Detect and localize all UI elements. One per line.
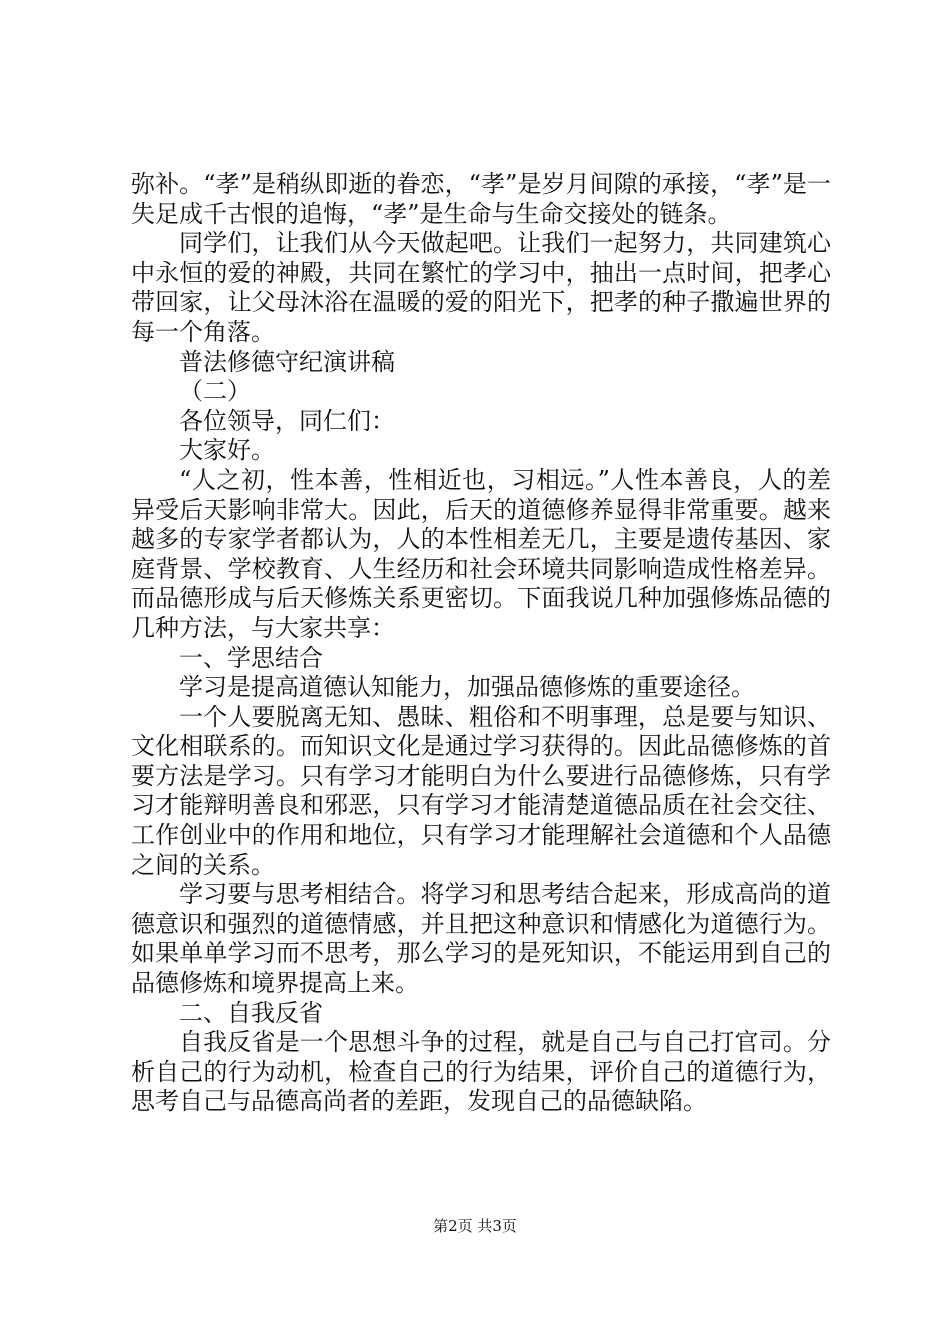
paragraph-12: 自我反省是一个思想斗争的过程，就是自己与自己打官司。分析自己的行为动机，检查自己的行为结果，评价自己的道德行为，思考自己与品德高尚者的差距，发现自己的品德缺陷。 xyxy=(131,1028,831,1116)
page-footer xyxy=(0,1216,950,1236)
page-number-label: 第2页 共3页 xyxy=(433,1217,517,1235)
paragraph-1: 同学们，让我们从今天做起吧。让我们一起努力，共同建筑心中永恒的爱的神殿，共同在繁忙的学习中，抽出一点时间，把孝心带回家，让父母沐浴在温暖的爱的阳光下，把孝的种子撒遍世界的每一个角落。 xyxy=(131,229,831,346)
paragraph-10: 学习要与思考相结合。将学习和思考结合起来，形成高尚的道德意识和强烈的道德情感，并且把这种意识和情感化为道德行为。如果单单学习而不思考，那么学习的是死知识，不能运用到自己的品德修炼和境界提高上来。 xyxy=(131,880,831,998)
heading-2: 二、自我反省 xyxy=(179,998,323,1027)
paragraph-6: “人之初，性本善，性相近也，习相远。”人性本善良，人的差异受后天影响非常大。因此，后天的道德修养显得非常重要。越来越多的专家学者都认为，人的本性相差无几，主要是遗传基因、家庭背景、学校教育、人生经历和社会环境共同影响造成性格差异。而品德形成与后天修炼关系更密切。下面我说几种加强修炼品德的几种方法，与大家共享： xyxy=(131,465,831,642)
greeting: 大家好。 xyxy=(179,436,275,465)
paragraph-9: 一个人要脱离无知、愚昧、粗俗和不明事理，总是要与知识、文化相联系的。而知识文化是通过学习获得的。因此品德修炼的首要方法是学习。只有学习才能明白为什么要进行品德修炼，只有学习才能辩明善良和邪恶，只有学习才能清楚道德品质在社会交往、工作创业中的作用和地位，只有学习才能理解社会道德和个人品德之间的关系。 xyxy=(131,702,831,879)
section-number: （二） xyxy=(179,377,251,406)
document-body xyxy=(131,170,831,1117)
paragraph-8: 学习是提高道德认知能力，加强品德修炼的重要途径。 xyxy=(179,673,755,702)
section-title: 普法修德守纪演讲稿 xyxy=(179,347,395,376)
paragraph-0: 弥补。“孝”是稍纵即逝的眷恋，“孝”是岁月间隙的承接，“孝”是一失足成千古恨的追悔，“孝”是生命与生命交接处的链条。 xyxy=(131,170,831,228)
salutation: 各位领导，同仁们： xyxy=(179,406,395,435)
heading-1: 一、学思结合 xyxy=(179,643,323,672)
